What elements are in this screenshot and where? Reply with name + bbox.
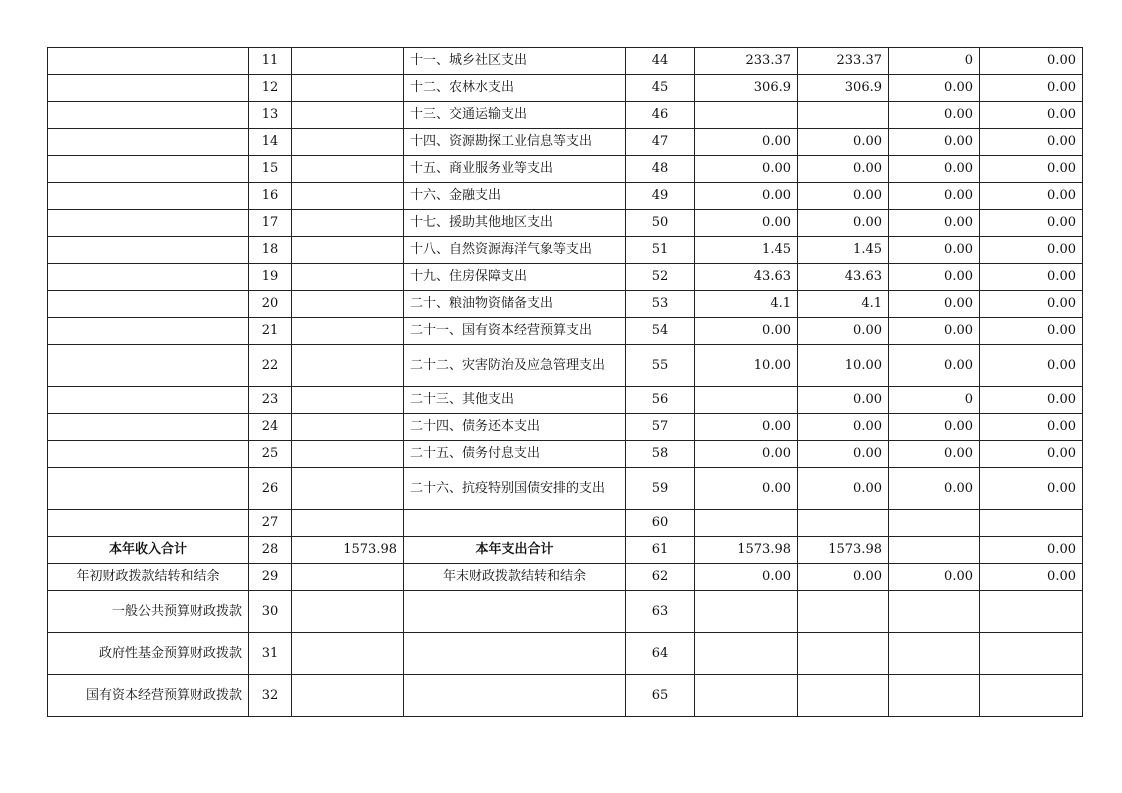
state-capital-cell: 0.00 [980,237,1083,264]
income-amount-cell [292,102,404,129]
state-capital-cell: 0.00 [980,414,1083,441]
state-capital-cell: 0.00 [980,468,1083,510]
expense-line-no-cell: 61 [626,537,695,564]
gov-fund-cell: 0 [889,387,980,414]
table-row [48,345,1083,387]
expense-label-cell [404,510,626,537]
gov-fund-cell: 0.00 [889,156,980,183]
gov-fund-cell: 0 [889,48,980,75]
gov-fund-cell: 0.00 [889,237,980,264]
expense-line-no-cell: 51 [626,237,695,264]
table-row [48,591,1083,633]
general-budget-cell [798,591,889,633]
state-capital-cell: 0.00 [980,183,1083,210]
general-budget-cell: 0.00 [798,183,889,210]
income-label-cell: 年初财政拨款结转和结余 [48,564,249,591]
expense-label-cell: 十一、城乡社区支出 [404,48,626,75]
expense-total-cell: 0.00 [695,156,798,183]
general-budget-cell: 0.00 [798,564,889,591]
income-amount-cell [292,129,404,156]
income-line-no-cell: 17 [249,210,292,237]
gov-fund-cell: 0.00 [889,75,980,102]
income-amount-cell [292,210,404,237]
expense-label-cell: 十八、自然资源海洋气象等支出 [404,237,626,264]
income-amount-cell [292,675,404,717]
income-label-cell [48,102,249,129]
table-row [48,675,1083,717]
state-capital-cell: 0.00 [980,48,1083,75]
expense-line-no-cell: 62 [626,564,695,591]
income-label-cell [48,210,249,237]
income-line-no-cell: 21 [249,318,292,345]
income-amount-cell [292,48,404,75]
expense-total-cell: 1573.98 [695,537,798,564]
general-budget-cell: 233.37 [798,48,889,75]
income-amount-cell [292,156,404,183]
expense-total-cell [695,387,798,414]
income-label-cell [48,291,249,318]
table-row [48,537,1083,564]
state-capital-cell [980,675,1083,717]
income-label-cell [48,441,249,468]
income-line-no-cell: 25 [249,441,292,468]
table-row [48,48,1083,75]
expense-line-no-cell: 48 [626,156,695,183]
state-capital-cell: 0.00 [980,318,1083,345]
income-amount-cell: 1573.98 [292,537,404,564]
expense-total-cell: 0.00 [695,318,798,345]
income-amount-cell [292,591,404,633]
income-amount-cell [292,264,404,291]
gov-fund-cell [889,633,980,675]
income-label-cell [48,414,249,441]
income-amount-cell [292,441,404,468]
income-amount-cell [292,75,404,102]
expense-total-cell: 233.37 [695,48,798,75]
general-budget-cell: 306.9 [798,75,889,102]
income-line-no-cell: 27 [249,510,292,537]
table-row [48,510,1083,537]
income-amount-cell [292,183,404,210]
expense-label-cell: 二十四、债务还本支出 [404,414,626,441]
table-row [48,75,1083,102]
expense-line-no-cell: 63 [626,591,695,633]
income-amount-cell [292,633,404,675]
general-budget-cell [798,102,889,129]
income-label-cell [48,345,249,387]
table-row [48,183,1083,210]
income-label-cell [48,156,249,183]
general-budget-cell: 0.00 [798,387,889,414]
expense-line-no-cell: 59 [626,468,695,510]
expense-label-cell: 二十二、灾害防治及应急管理支出 [404,345,626,387]
income-amount-cell [292,237,404,264]
income-line-no-cell: 31 [249,633,292,675]
expense-label-cell: 二十六、抗疫特别国债安排的支出 [404,468,626,510]
income-label-cell [48,468,249,510]
state-capital-cell: 0.00 [980,345,1083,387]
expense-label-cell: 十九、住房保障支出 [404,264,626,291]
table-row [48,414,1083,441]
income-line-no-cell: 13 [249,102,292,129]
state-capital-cell: 0.00 [980,291,1083,318]
expense-total-cell: 43.63 [695,264,798,291]
table-row [48,564,1083,591]
income-label-cell [48,48,249,75]
expense-total-cell: 0.00 [695,468,798,510]
income-label-cell [48,387,249,414]
expense-line-no-cell: 65 [626,675,695,717]
expense-total-cell: 4.1 [695,291,798,318]
state-capital-cell: 0.00 [980,387,1083,414]
expense-total-cell: 0.00 [695,441,798,468]
gov-fund-cell [889,510,980,537]
expense-line-no-cell: 56 [626,387,695,414]
general-budget-cell: 4.1 [798,291,889,318]
expense-total-cell: 1.45 [695,237,798,264]
income-label-cell: 政府性基金预算财政拨款 [48,633,249,675]
gov-fund-cell [889,537,980,564]
income-line-no-cell: 20 [249,291,292,318]
income-label-cell [48,264,249,291]
income-label-cell [48,237,249,264]
gov-fund-cell: 0.00 [889,441,980,468]
income-amount-cell [292,318,404,345]
income-label-cell: 国有资本经营预算财政拨款 [48,675,249,717]
income-label-cell [48,129,249,156]
expense-line-no-cell: 49 [626,183,695,210]
gov-fund-cell [889,675,980,717]
income-label-cell: 本年收入合计 [48,537,249,564]
income-label-cell [48,75,249,102]
income-line-no-cell: 18 [249,237,292,264]
expense-label-cell: 十二、农林水支出 [404,75,626,102]
expense-line-no-cell: 54 [626,318,695,345]
state-capital-cell: 0.00 [980,156,1083,183]
general-budget-cell: 1.45 [798,237,889,264]
gov-fund-cell: 0.00 [889,210,980,237]
state-capital-cell: 0.00 [980,210,1083,237]
general-budget-cell: 0.00 [798,129,889,156]
gov-fund-cell: 0.00 [889,564,980,591]
general-budget-cell: 1573.98 [798,537,889,564]
gov-fund-cell: 0.00 [889,318,980,345]
gov-fund-cell [889,591,980,633]
income-line-no-cell: 11 [249,48,292,75]
income-label-cell [48,318,249,345]
expense-total-cell [695,675,798,717]
state-capital-cell: 0.00 [980,75,1083,102]
income-line-no-cell: 15 [249,156,292,183]
general-budget-cell: 43.63 [798,264,889,291]
gov-fund-cell: 0.00 [889,414,980,441]
state-capital-cell [980,633,1083,675]
expense-total-cell [695,633,798,675]
income-label-cell [48,510,249,537]
income-line-no-cell: 19 [249,264,292,291]
general-budget-cell [798,510,889,537]
gov-fund-cell: 0.00 [889,129,980,156]
expense-label-cell [404,591,626,633]
state-capital-cell: 0.00 [980,564,1083,591]
expense-label-cell: 十七、援助其他地区支出 [404,210,626,237]
state-capital-cell: 0.00 [980,264,1083,291]
general-budget-cell: 0.00 [798,318,889,345]
gov-fund-cell: 0.00 [889,345,980,387]
income-amount-cell [292,291,404,318]
income-line-no-cell: 22 [249,345,292,387]
expense-label-cell: 本年支出合计 [404,537,626,564]
income-line-no-cell: 32 [249,675,292,717]
expense-line-no-cell: 45 [626,75,695,102]
table-row [48,441,1083,468]
income-line-no-cell: 30 [249,591,292,633]
table-row [48,237,1083,264]
income-line-no-cell: 16 [249,183,292,210]
state-capital-cell: 0.00 [980,102,1083,129]
income-amount-cell [292,468,404,510]
table-row [48,102,1083,129]
income-label-cell [48,183,249,210]
table-row [48,291,1083,318]
gov-fund-cell: 0.00 [889,291,980,318]
state-capital-cell [980,510,1083,537]
expense-total-cell [695,591,798,633]
expense-total-cell: 0.00 [695,210,798,237]
expense-line-no-cell: 44 [626,48,695,75]
expense-line-no-cell: 55 [626,345,695,387]
expense-total-cell: 0.00 [695,564,798,591]
expense-label-cell: 十三、交通运输支出 [404,102,626,129]
income-amount-cell [292,387,404,414]
income-amount-cell [292,345,404,387]
expense-line-no-cell: 60 [626,510,695,537]
expense-label-cell [404,633,626,675]
expense-total-cell: 0.00 [695,183,798,210]
expense-line-no-cell: 47 [626,129,695,156]
expense-label-cell: 十五、商业服务业等支出 [404,156,626,183]
expense-total-cell: 10.00 [695,345,798,387]
expense-line-no-cell: 50 [626,210,695,237]
general-budget-cell: 0.00 [798,210,889,237]
income-line-no-cell: 12 [249,75,292,102]
table-row [48,468,1083,510]
table-row [48,633,1083,675]
general-budget-cell: 0.00 [798,414,889,441]
state-capital-cell: 0.00 [980,441,1083,468]
expense-line-no-cell: 53 [626,291,695,318]
general-budget-cell: 10.00 [798,345,889,387]
income-line-no-cell: 28 [249,537,292,564]
income-line-no-cell: 14 [249,129,292,156]
income-amount-cell [292,564,404,591]
expense-line-no-cell: 46 [626,102,695,129]
state-capital-cell [980,591,1083,633]
income-line-no-cell: 24 [249,414,292,441]
income-line-no-cell: 26 [249,468,292,510]
general-budget-cell: 0.00 [798,468,889,510]
gov-fund-cell: 0.00 [889,102,980,129]
table-row [48,129,1083,156]
gov-fund-cell: 0.00 [889,468,980,510]
table-body [48,48,1083,717]
expense-line-no-cell: 64 [626,633,695,675]
table-row [48,318,1083,345]
income-amount-cell [292,414,404,441]
general-budget-cell [798,633,889,675]
expense-total-cell: 0.00 [695,414,798,441]
expense-line-no-cell: 57 [626,414,695,441]
expense-total-cell [695,102,798,129]
expense-label-cell: 十六、金融支出 [404,183,626,210]
general-budget-cell: 0.00 [798,441,889,468]
expense-label-cell [404,675,626,717]
table-row [48,264,1083,291]
table-row [48,387,1083,414]
expense-total-cell: 0.00 [695,129,798,156]
gov-fund-cell: 0.00 [889,183,980,210]
expense-label-cell: 二十三、其他支出 [404,387,626,414]
expense-label-cell: 十四、资源勘探工业信息等支出 [404,129,626,156]
general-budget-cell: 0.00 [798,156,889,183]
table-row [48,156,1083,183]
expense-line-no-cell: 52 [626,264,695,291]
income-amount-cell [292,510,404,537]
expense-line-no-cell: 58 [626,441,695,468]
income-line-no-cell: 29 [249,564,292,591]
income-line-no-cell: 23 [249,387,292,414]
budget-table [47,47,1083,717]
expense-label-cell: 二十一、国有资本经营预算支出 [404,318,626,345]
state-capital-cell: 0.00 [980,537,1083,564]
expense-label-cell: 年末财政拨款结转和结余 [404,564,626,591]
expense-total-cell [695,510,798,537]
expense-label-cell: 二十五、债务付息支出 [404,441,626,468]
expense-label-cell: 二十、粮油物资储备支出 [404,291,626,318]
general-budget-cell [798,675,889,717]
gov-fund-cell: 0.00 [889,264,980,291]
table-row [48,210,1083,237]
expense-total-cell: 306.9 [695,75,798,102]
income-label-cell: 一般公共预算财政拨款 [48,591,249,633]
state-capital-cell: 0.00 [980,129,1083,156]
